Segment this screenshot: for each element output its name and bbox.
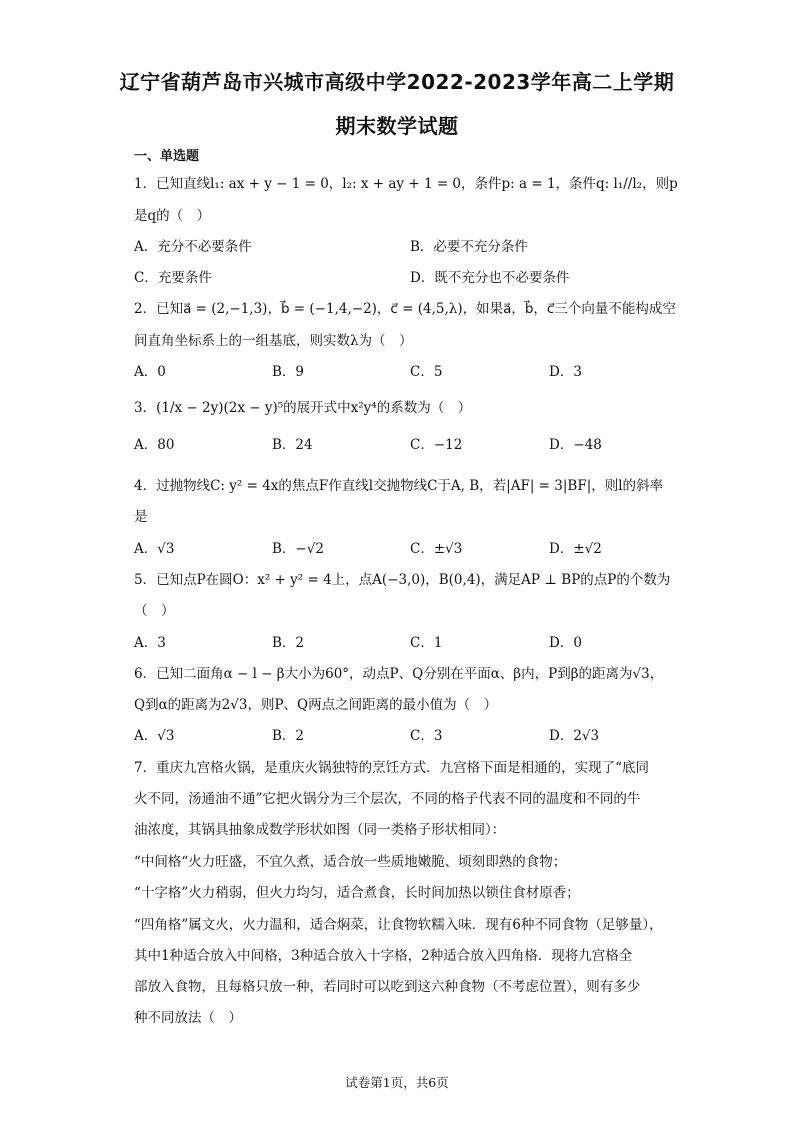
q3-option-b: B．24 [272,437,313,453]
q5-option-b: B．2 [272,635,305,651]
q5-option-a: A．3 [134,635,166,651]
q4-option-c: C．±√3 [410,541,463,557]
q5-line1: 5．已知点P在圆O：x² + y² = 4上，点A(−3,0)，B(0,4)，满足AP ⊥ BP的点P的个数为 [134,572,671,588]
page-footer: 试卷第1页，共6页 [345,1075,449,1090]
q7-line6: “四角格”属文火，火力温和，适合焖菜，让食物软糯入味．现有6种不同食物（足够量）， [134,917,663,933]
q6-option-b: B．2 [272,728,305,744]
q5-option-c: C．1 [410,635,443,651]
q2-option-a: A．0 [134,364,166,380]
q1-line2: 是q的（ ） [134,208,211,224]
q1-option-d: D．既不充分也不必要条件 [410,270,570,286]
q2-option-d: D．3 [549,364,582,380]
q7-line3: 油浓度，其锅具抽象成数学形状如图（同一类格子形状相同）： [134,822,506,838]
q7-line9: 种不同放法（ ） [134,1010,242,1026]
q6-option-d: D．2√3 [549,728,600,744]
q1-option-a: A．充分不必要条件 [134,239,252,255]
q6-option-c: C．3 [410,728,443,744]
q3-option-c: C．−12 [410,437,463,453]
q3-line1: 3．(1/x − 2y)(2x − y)⁵的展开式中x²y⁴的系数为（ ） [134,400,472,416]
q4-line1: 4．过抛物线C: y² = 4x的焦点F作直线l交抛物线C于A, B，若|AF| = 3|BF|，则l的斜率 [134,478,664,494]
page-title-line1: 辽宁省葫芦岛市兴城市高级中学2022-2023学年高二上学期 [119,70,675,94]
q4-option-d: D．±√2 [549,541,602,557]
q7-line1: 7．重庆九宫格火锅，是重庆火锅独特的烹饪方式．九宫格下面是相通的，实现了“底同 [134,760,649,776]
q2-option-c: C．5 [410,364,443,380]
q6-line2: Q到α的距离为2√3，则P、Q两点之间距离的最小值为（ ） [134,697,498,713]
q7-line8: 部放入食物，且每格只放一种，若同时可以吃到这六种食物（不考虑位置），则有多少 [134,979,641,995]
q4-line2: 是 [134,509,148,525]
q4-option-a: A．√3 [134,541,175,557]
q6-option-a: A．√3 [134,728,175,744]
q1-option-c: C．充要条件 [134,270,212,286]
q7-line7: 其中1种适合放入中间格，3种适合放入十字格，2种适合放入四角格．现将九宫格全 [134,948,633,964]
section-heading: 一、单选题 [134,149,200,164]
q3-option-d: D．−48 [549,437,602,453]
q3-option-a: A．80 [134,437,175,453]
q7-line2: 火不同，汤通油不通”它把火锅分为三个层次，不同的格子代表不同的温度和不同的牛 [134,791,641,807]
page-title-line2: 期末数学试题 [335,114,459,138]
q2-line2: 间直角坐标系上的一组基底，则实数λ为（ ） [134,333,413,349]
q7-line5: “十字格”火力稍弱，但火力均匀，适合煮食，长时间加热以锁住食材原香； [134,885,580,901]
q1-option-b: B．必要不充分条件 [410,239,528,255]
q7-line4: “中间格“火力旺盛，不宜久煮，适合放一些质地嫩脆、顷刻即熟的食物； [134,854,567,870]
q2-line1: 2．已知a⃗ = (2,−1,3)，b⃗ = (−1,4,−2)，c⃗ = (4,5,λ)，如果a⃗，b⃗，c⃗三个向量不能构成空 [134,301,676,317]
q4-option-b: B．−√2 [272,541,324,557]
q5-option-d: D．0 [549,635,582,651]
q1-line1: 1．已知直线l₁: ax + y − 1 = 0，l₂: x + ay + 1 = 0，条件p: a = 1，条件q: l₁//l₂，则p [134,176,678,192]
q5-line2: （ ） [134,603,175,619]
q6-line1: 6．已知二面角α − l − β大小为60°，动点P、Q分别在平面α、β内，P到β的距离为√3， [134,666,664,682]
q2-option-b: B．9 [272,364,305,380]
